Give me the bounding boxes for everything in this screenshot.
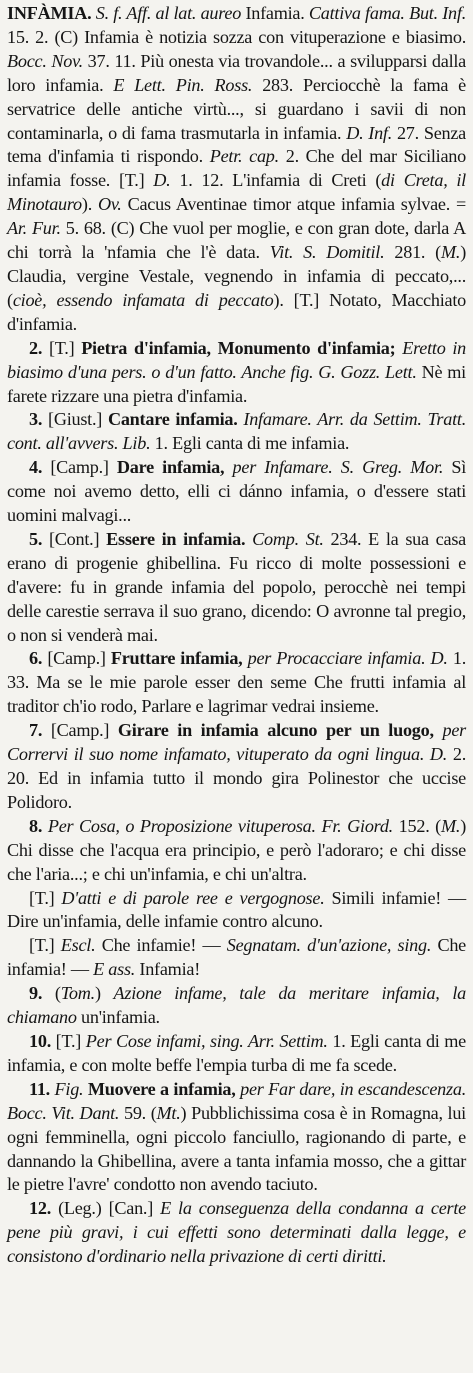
text-segment: un'infamia. [81, 1007, 160, 1028]
text-segment: Girare in infamia alcuno per un luogo, [117, 720, 443, 741]
text-segment: [Cont.] [48, 528, 107, 549]
text-segment: D. [153, 170, 180, 191]
text-segment: Fig. [54, 1078, 88, 1099]
text-segment: Vit. S. Domitil. [269, 242, 395, 263]
text-segment: 1. 12. L'infamia di Creti ( [179, 170, 382, 191]
text-segment: Cattiva fama. But. Inf. [308, 3, 466, 23]
text-segment: Infamare. Arr. da Settim. Tratt. cont. all'avvers. Lib. [7, 409, 466, 454]
entry-sense-1 [7, 337, 466, 409]
entry-sense-3 [7, 456, 466, 528]
text-segment: Infamia! [139, 959, 200, 980]
text-segment: 59. ( [123, 1102, 157, 1123]
entry-sense-5 [7, 647, 466, 719]
text-segment: E ass. [93, 959, 140, 980]
text-segment: Infamia. [245, 3, 309, 23]
entry-sense-13 [7, 1197, 466, 1269]
text-segment: 10. [29, 1030, 56, 1051]
text-segment: [Camp.] [50, 720, 118, 741]
text-segment: 2. [29, 337, 49, 358]
entry-sense-12 [7, 1078, 466, 1198]
text-segment: 15. 2. (C) Infamia è notizia sozza con vituperazione e biasimo. [7, 26, 466, 47]
dictionary-entry-infamia [7, 2, 466, 1269]
text-segment: Pietra d'infamia, Monumento d'infamia; [81, 337, 403, 358]
text-segment: M. [441, 815, 461, 836]
entry-sense-4 [7, 528, 466, 648]
text-segment: [T.] [29, 935, 61, 956]
text-segment: per Procacciare infamia. D. [247, 648, 453, 669]
text-segment: M. [440, 242, 461, 263]
text-segment: Comp. St. [252, 528, 331, 549]
text-segment: Nè mi farete rizzare una pietra d'infamia. [7, 361, 466, 406]
text-segment: 1. Egli canta di me infamia, e con molte beffe l'empia turba di me fa scede. [7, 1030, 467, 1075]
entry-sense-9 [7, 934, 466, 982]
text-segment: Muovere a infamia, [87, 1078, 241, 1099]
text-segment: ( [54, 983, 61, 1004]
text-segment: 12. [29, 1198, 59, 1219]
text-segment: E Lett. Pin. Ross. [113, 74, 263, 95]
text-segment: ) Pubblichissima cosa è in Romagna, lui ogni femminella, ogni piccolo fanciullo, ragionando di parte, e dannando la Ghibellina, avere a tanta infamia mosso, che a gittar le pietre l'avre' condotto non avendo taciuto. [7, 1102, 466, 1195]
text-segment: Ar. Fur. [7, 218, 66, 239]
text-segment: Dare infamia, [116, 457, 233, 478]
text-segment: per Far dare, in escandescenza. Bocc. Vit. Dant. [7, 1078, 466, 1123]
text-segment: [T.] [55, 1030, 86, 1051]
text-segment: Azione infame, tale da meritare infamia, la chiamano [7, 983, 466, 1028]
text-segment: di Creta, il Minotauro [7, 170, 466, 215]
text-segment: Fruttare infamia, [110, 648, 248, 669]
text-segment: 5. [29, 528, 49, 549]
text-segment: [T.] [29, 887, 62, 908]
text-segment: 8. [29, 815, 48, 836]
text-segment: INFÀMIA. [7, 3, 92, 23]
text-segment: 5. 68. (C) Che vuol per moglie, e con gran dote, darla A chi torrà la 'nfamia che l'è data. [7, 218, 466, 263]
text-segment: 1. Egli canta di me infamia. [154, 433, 350, 454]
text-segment: Essere in infamia. [106, 528, 253, 549]
text-segment: Simili infamie! — Dire un'infamia, delle infamie contro alcuno. [7, 887, 466, 932]
text-segment: 3. [29, 409, 49, 430]
entry-sense-8 [7, 887, 466, 935]
text-segment: 152. ( [398, 815, 441, 836]
text-segment: [Camp.] [50, 457, 117, 478]
text-segment: Che infamie! — [101, 935, 227, 956]
text-segment: ). [81, 194, 98, 215]
text-segment: S. f. Aff. al lat. aureo [91, 3, 246, 23]
text-segment: [Giust.] [48, 409, 108, 430]
text-segment: Che infamia! — [7, 935, 467, 980]
text-segment: D. Inf. [346, 122, 397, 143]
text-segment: Cantare infamia. [107, 409, 244, 430]
text-segment: 11. [29, 1078, 55, 1099]
text-segment: Segnatam. d'un'azione, sing. [226, 935, 438, 956]
text-segment: Per Cosa, o Proposizione vituperosa. Fr. Giord. [47, 815, 399, 836]
entry-definition-main [7, 2, 466, 337]
text-segment: per Corrervi il suo nome infamato, vituperato da ogni lingua. D. [7, 720, 466, 765]
text-segment: cioè, essendo infamata di peccato [12, 289, 274, 310]
entry-sense-11 [7, 1030, 466, 1078]
text-segment: 9. [29, 983, 55, 1004]
text-segment: ) Claudia, vergine Vestale, vegnendo in infamia di peccato,... ( [7, 242, 466, 310]
text-segment: 281. ( [394, 242, 441, 263]
entry-sense-2 [7, 408, 466, 456]
text-segment: Tom. [60, 983, 95, 1004]
text-segment: Petr. cap. [209, 146, 286, 167]
text-segment: 283. Perciocchè la fama è servatrice delle antiche virtù..., si guardano i savii di non contaminarla, o di fama trasmutarla in infamia. [7, 74, 466, 143]
text-segment: Escl. [60, 935, 102, 956]
text-segment: Sì come noi avemo detto, elli ci dánno infamia, o d'essere stati uomini malvagi... [7, 457, 466, 526]
text-segment: 4. [29, 457, 51, 478]
text-segment: 27. Senza tema d'infamia ti rispondo. [7, 122, 466, 167]
text-segment: Mt. [156, 1102, 181, 1123]
text-segment: Ov. [97, 194, 128, 215]
text-segment: 1. 33. Ma se le mie parole esser den seme Che frutti infamia al traditor ch'io rodo, Parlare e lagrimar vedrai insieme. [7, 648, 467, 717]
text-segment: [Camp.] [47, 648, 111, 669]
text-segment: 2. Che del mar Siciliano infamia fosse. [T.] [7, 146, 466, 191]
text-segment: Eretto in biasimo d'una pers. o d'un fatto. Anche fig. G. Gozz. Lett. [7, 337, 467, 382]
text-segment: ) Chi disse che l'acqua era principio, e però l'adoraro; e chi disse che l'aria...; e chi un'infamia, e chi un'altra. [7, 815, 467, 884]
text-segment: 6. [29, 648, 48, 669]
text-segment: Cacus Aventinae timor atque infamia sylvae. = [127, 194, 467, 215]
entry-sense-7 [7, 815, 466, 887]
entry-sense-10 [7, 982, 466, 1030]
text-segment: E la conseguenza della condanna a certe pene più gravi, i cui effetti sono determinati dalla legge, e consistono d'ordinario nella privazione di certi diritti. [7, 1198, 467, 1267]
text-segment: (Leg.) [Can.] [58, 1198, 161, 1219]
text-segment: ). [T.] Notato, Macchiato d'infamia. [7, 289, 466, 334]
text-segment: Per Cose infami, sing. Arr. Settim. [85, 1030, 333, 1051]
text-segment: Bocc. Nov. [7, 50, 88, 71]
text-segment: 2. 20. Ed in infamia tutto il mondo gira Polinestor che uccise Polidoro. [7, 744, 466, 812]
text-segment: 37. 11. Più onesta via trovandole... a svilupparsi dalla loro infamia. [7, 50, 466, 95]
text-segment: ) [94, 983, 114, 1004]
entry-sense-6 [7, 719, 466, 815]
text-segment: 7. [29, 720, 51, 741]
text-segment: D'atti e di parole ree e vergognose. [61, 887, 332, 908]
text-segment: per Infamare. S. Greg. Mor. [232, 457, 452, 478]
text-segment: 234. E la sua casa erano di progenie ghibellina. Fu ricco di molte possessioni e d'avere: fu in grande infamia del popolo, perocchè nei tempi delle carestie serrava il suo grano, dicendo: O avronne tal pregio, o non si venderà mai. [7, 528, 466, 645]
text-segment: [T.] [48, 337, 82, 358]
